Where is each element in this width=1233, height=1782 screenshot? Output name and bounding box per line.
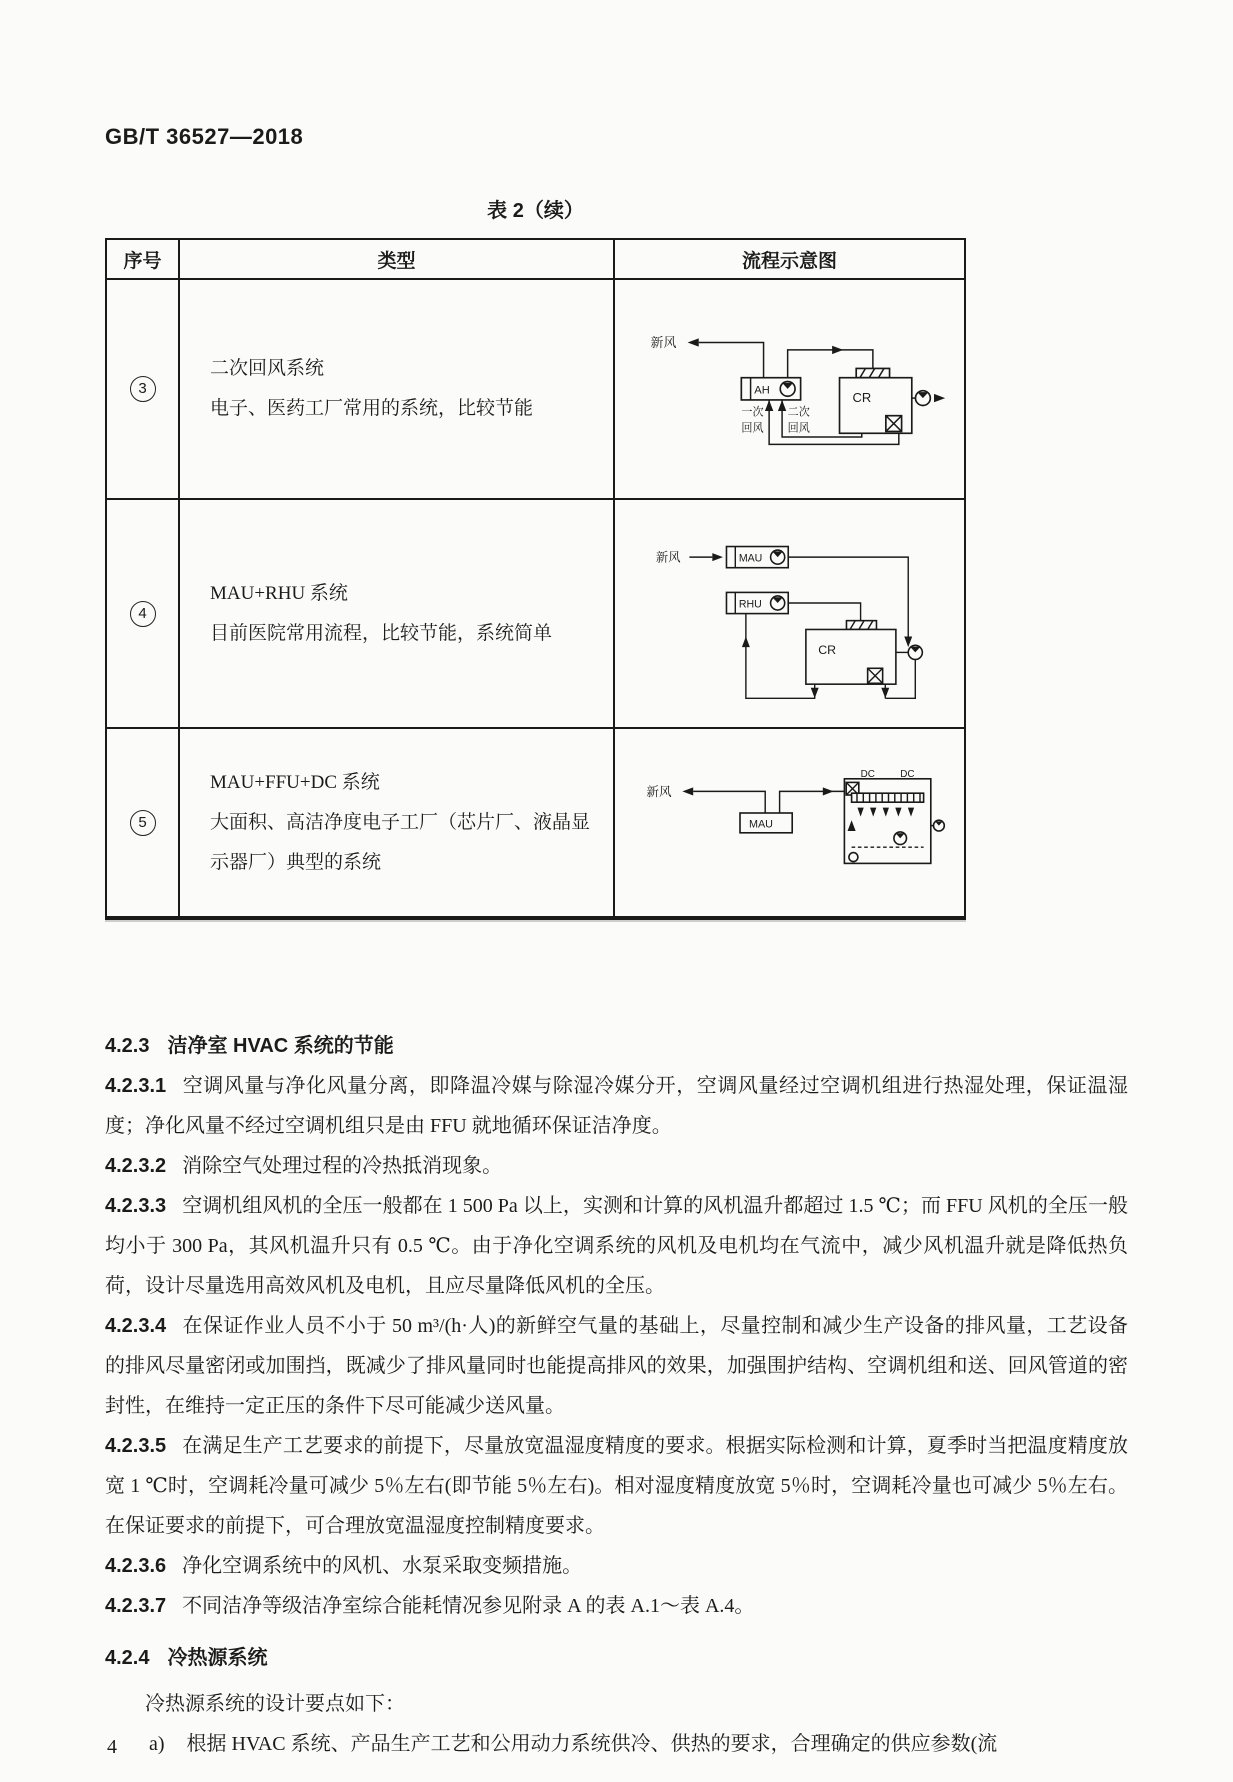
supply-arrow [832, 346, 843, 354]
fresh-air-arrow [682, 787, 693, 795]
clause-number: 4.2.3.7 [105, 1595, 167, 1617]
clause-number: 4.2.3.3 [105, 1195, 167, 1217]
section-heading-4-2-3 [105, 1026, 1128, 1066]
clause-number: 4.2.3.6 [105, 1555, 167, 1577]
clause-text: 在保证作业人员不小于 50 m³/(h·人)的新鲜空气量的基础上，尽量控制和减少生产设备的排风量，工艺设备的排风尽量密闭或加围挡，既减少了排风量同时也能提高排风的效果，加强围护结构、空调机组和送、回风管道的密封性，在维持一定正压的条件下尽可能减少送风量。 [105, 1315, 1128, 1417]
system-type-desc: 大面积、高洁净度电子工厂（芯片厂、液晶显示器厂）典型的系统 [210, 811, 591, 873]
clause-paragraph-4-2-3-2 [105, 1146, 1128, 1186]
standard-code: GB/T 36527—2018 [105, 124, 304, 149]
circled-number: 5 [130, 810, 156, 836]
clause-number: 4.2.3.4 [105, 1315, 167, 1337]
fresh-air-label: 新风 [650, 335, 677, 351]
cleanroom-label: CR [817, 643, 836, 658]
supply-arrow [823, 787, 834, 795]
ffu-filter-row [852, 793, 924, 802]
clause-text: 空调风量与净化风量分离，即降温冷媒与除湿冷媒分开，空调风量经过空调机组进行热湿处理，保证温湿度；净化风量不经过空调机组只是由 FFU 就地循环保证洁净度。 [105, 1075, 1128, 1137]
pump-icon [849, 852, 858, 861]
clause-paragraph-4-2-3-6 [105, 1546, 1128, 1586]
row-4-no-cell [107, 500, 180, 729]
row-5-no-cell [107, 729, 180, 916]
row-5-type-cell [180, 729, 615, 916]
section-title: 洁净室 HVAC 系统的节能 [167, 1035, 394, 1057]
clause-paragraph-4-2-3-5 [105, 1426, 1128, 1546]
system-type-title: MAU+FFU+DC 系统 [210, 771, 380, 793]
clause-number: 4.2.3.5 [105, 1435, 167, 1457]
system-type-desc: 目前医院常用流程，比较节能，系统简单 [210, 622, 553, 644]
dc-label-right: DC [900, 768, 915, 780]
system-type-title: 二次回风系统 [210, 358, 325, 379]
clause-text: 不同洁净等级洁净室综合能耗情况参见附录 A 的表 A.1～表 A.4。 [182, 1595, 755, 1617]
section-number: 4.2.3 [105, 1035, 150, 1057]
col-header-type: 类型 [180, 240, 615, 280]
damper-icon [886, 416, 902, 432]
clause-text: 消除空气处理过程的冷热抵消现象。 [182, 1155, 503, 1177]
section-heading-4-2-4 [105, 1638, 1128, 1678]
dc-label-left: DC [860, 768, 875, 780]
col-header-diagram: 流程示意图 [615, 240, 964, 280]
mau-box-label: MAU [738, 552, 762, 565]
row-3-diagram-cell [615, 280, 964, 500]
secondary-return-label-2: 回风 [787, 422, 810, 435]
section-title: 冷热源系统 [167, 1647, 268, 1669]
fresh-air-arrow [688, 339, 699, 347]
damper-icon [867, 668, 882, 683]
flow-diagram-mau-ffu-dc-system [632, 768, 947, 878]
list-item-label: a) [149, 1733, 165, 1755]
fresh-air-label: 新风 [646, 784, 672, 799]
system-type-title: MAU+RHU 系统 [210, 582, 348, 604]
fresh-air-label: 新风 [655, 550, 681, 565]
row-4-type-cell [180, 500, 615, 729]
table-title: 表 2（续） [487, 200, 584, 222]
mau-box-label: MAU [749, 817, 773, 830]
primary-return-label-2: 回风 [741, 422, 764, 435]
cleanroom-label: CR [852, 389, 872, 405]
table-2-continued [105, 238, 966, 920]
clause-text: 在满足生产工艺要求的前提下，尽量放宽温湿度精度的要求。根据实际检测和计算，夏季时当把温度精度放宽 1 ℃时，空调耗冷量可减少 5％左右(即节能 5％左右)。相对湿度精度放宽 5％时，空调耗冷量也可减少 5％左右。在保证要求的前提下，可合理放宽温湿度控制精度要求。 [105, 1435, 1128, 1537]
fresh-air-arrow [712, 553, 723, 561]
secondary-return-arrow [778, 400, 786, 411]
system-type-desc: 电子、医药工厂常用的系统，比较节能 [210, 398, 534, 419]
row-4-diagram-cell [615, 500, 964, 729]
col-header-no: 序号 [107, 240, 180, 280]
ahu-box-label: AH [754, 384, 770, 397]
primary-return-label-1: 一次 [741, 406, 764, 419]
list-item-text: 根据 HVAC 系统、产品生产工艺和公用动力系统供冷、供热的要求，合理确定的供应参数(流 [186, 1733, 998, 1755]
primary-return-arrow [765, 400, 773, 411]
return-up-arrow [741, 636, 749, 647]
clause-number: 4.2.3.2 [105, 1155, 167, 1177]
clause-paragraph-4-2-3-4 [105, 1306, 1128, 1426]
clause-number: 4.2.3.1 [105, 1075, 167, 1097]
row-3-no-cell [107, 280, 180, 500]
clause-paragraph-4-2-3-7 [105, 1586, 1128, 1626]
page-number: 4 [107, 1736, 117, 1758]
rhu-box-label: RHU [738, 598, 762, 611]
flow-diagram-mau-rhu-system [640, 513, 940, 714]
intro-paragraph: 冷热源系统的设计要点如下： [145, 1693, 405, 1715]
body-text [105, 1026, 1128, 1764]
list-item-a [105, 1724, 1128, 1764]
exhaust-arrow [934, 394, 945, 402]
clause-paragraph-4-2-3-3 [105, 1186, 1128, 1306]
flow-diagram-secondary-return-system [632, 311, 947, 467]
clause-paragraph-4-2-3-1 [105, 1066, 1128, 1146]
circled-number: 4 [130, 601, 156, 627]
row-5-diagram-cell [615, 729, 964, 916]
circled-number: 3 [130, 376, 156, 402]
clause-text: 净化空调系统中的风机、水泵采取变频措施。 [182, 1555, 583, 1577]
clause-text: 空调机组风机的全压一般都在 1 500 Pa 以上，实测和计算的风机温升都超过 1.5 ℃；而 FFU 风机的全压一般均小于 300 Pa，其风机温升只有 0.5 ℃。由于净化空调系统的风机及电机均在气流中，减少风机温升就是降低热负荷，设计尽量选用高效风机及电机，且应尽量降低风机的全压。 [105, 1195, 1128, 1297]
secondary-return-label-1: 二次 [787, 406, 810, 419]
section-number: 4.2.4 [105, 1647, 150, 1669]
row-3-type-cell [180, 280, 615, 500]
